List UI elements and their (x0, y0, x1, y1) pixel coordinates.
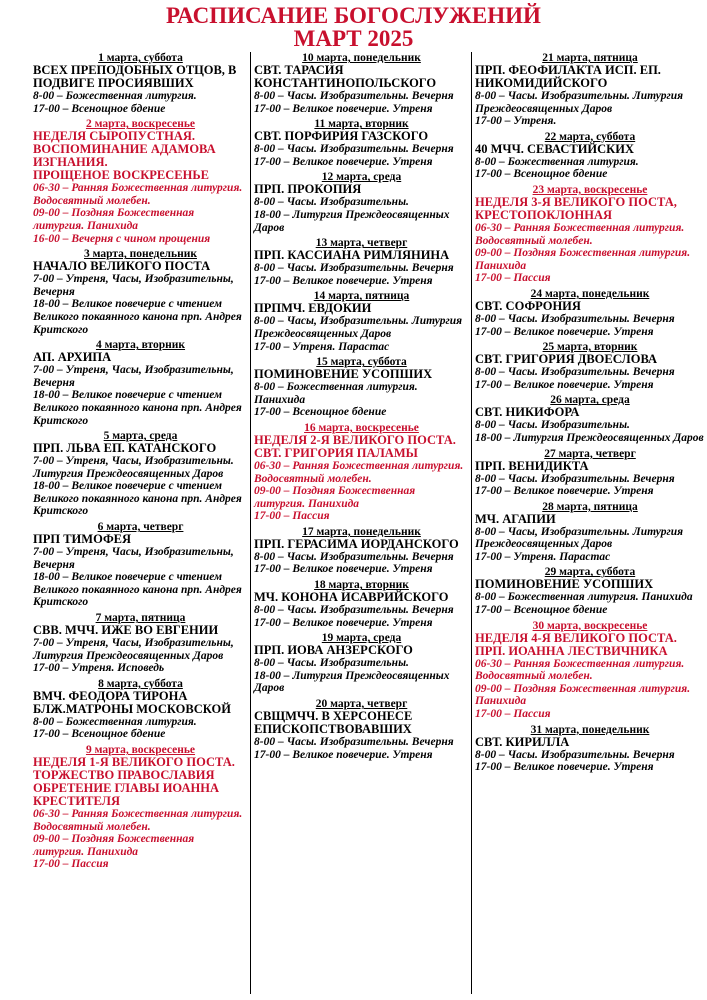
day-entry (254, 237, 469, 287)
service-time: 17-00 – Великое повечерие. Утреня (475, 485, 654, 498)
service-time: 8-00 – Часы. Изобразительны. Вечерня (254, 550, 454, 563)
day-date: 23 марта, воскресенье (532, 183, 648, 196)
day-date: 19 марта, среда (321, 632, 402, 645)
day-date: 22 марта, суббота (544, 130, 636, 143)
day-entry (475, 620, 705, 721)
feast-name: 40 МЧЧ. СЕВАСТИЙСКИХ (475, 141, 634, 156)
feast-name: ПРП. ПРОКОПИЯ (254, 182, 362, 197)
feast-name: ВМЧ. ФЕОДОРА ТИРОНА БЛЖ.МАТРОНЫ МОСКОВСКОЙ (33, 688, 231, 716)
day-date: 21 марта, пятница (542, 52, 638, 64)
day-entry (254, 356, 469, 419)
feast-name: СВТ. ГРИГОРИЯ ДВОЕСЛОВА (475, 352, 658, 367)
service-time: 8-00 – Часы. Изобразительны. Вечерня (475, 748, 675, 761)
service-time: 17-00 – Великое повечерие. Утреня (254, 274, 433, 287)
feast-name: НЕДЕЛЯ СЫРОПУСТНАЯ. ВОСПОМИНАНИЕ АДАМОВА ИЗГНАНИЯ. (33, 129, 216, 170)
service-time: 17-00 – Великое повечерие. Утреня (254, 155, 433, 168)
feast-name: ПРП. ИОАННА ЛЕСТВИЧНИКА (475, 643, 668, 658)
schedule-column-2 (250, 52, 471, 994)
day-entry (475, 341, 705, 391)
day-entry (33, 612, 248, 675)
day-date: 17 марта, понедельник (302, 525, 421, 538)
day-entry (33, 118, 248, 245)
service-time: 8-00 – Божественная литургия. Панихида (475, 591, 693, 604)
service-time: 18-00 – Великое повечерие с чтением Великого покаянного канона прп. Андрея Критского (33, 480, 242, 518)
day-date: 5 марта, среда (103, 430, 178, 443)
service-time: 06-30 – Ранняя Божественная литургия. Водосвятный молебен. (475, 657, 685, 683)
service-time: 8-00 – Божественная литургия. (33, 90, 197, 102)
service-time: 16-00 – Вечерня с чином прощения (33, 232, 211, 245)
day-entry (33, 52, 248, 115)
service-time: 09-00 – Поздняя Божественная литургия. Панихида (475, 247, 691, 272)
feast-name: СВТ. ПОРФИРИЯ ГАЗСКОГО (254, 129, 429, 144)
feast-name: ПРП. ГЕРАСИМА ИОРДАНСКОГО (254, 536, 459, 551)
service-time: 17-00 – Пассия (475, 272, 551, 285)
day-entry (475, 448, 705, 498)
day-entry (254, 52, 469, 115)
service-time: 17-00 – Великое повечерие. Утреня (475, 325, 654, 338)
day-entry (33, 248, 248, 336)
day-entry (254, 698, 469, 761)
day-date: 10 марта, понедельник (302, 52, 421, 64)
schedule-column-3 (471, 52, 707, 994)
schedule-header (0, 0, 707, 50)
feast-name: ПРП. ЛЬВА ЕП. КАТАНСКОГО (33, 441, 217, 456)
service-time: 17-00 – Великое повечерие. Утреня (254, 563, 433, 576)
service-time: 09-00 – Поздняя Божественная литургия. Панихида (254, 485, 416, 510)
day-date: 1 марта, суббота (98, 52, 183, 64)
feast-name: СВЩМЧЧ. В ХЕРСОНЕСЕ ЕПИСКОПСТВОВАВШИХ (254, 709, 413, 737)
day-date: 12 марта, среда (321, 171, 402, 184)
service-time: 17-00 – Великое повечерие. Утреня (254, 616, 433, 629)
day-date: 26 марта, среда (550, 394, 630, 407)
feast-name: ПОМИНОВЕНИЕ УСОПШИХ (475, 577, 654, 592)
feast-name: ПРОЩЕНОЕ ВОСКРЕСЕНЬЕ (33, 168, 209, 183)
service-time: 8-00 – Часы. Изобразительны. Литургия Преждеосвященных Даров (475, 90, 684, 115)
service-time: 18-00 – Литургия Преждеосвященных Даров (254, 669, 450, 695)
service-time: 18-00 – Литургия Преждеосвященных Даров (475, 431, 704, 444)
feast-name: ПРП. ВЕНИДИКТА (475, 458, 589, 473)
service-time: 8-00 – Часы. Изобразительны. Вечерня (475, 366, 675, 379)
day-date: 27 марта, четверг (544, 447, 636, 460)
feast-name: СВТ. КИРИЛЛА (475, 734, 570, 749)
feast-name: МЧ. КОНОНА ИСАВРИЙСКОГО (254, 590, 449, 605)
service-time: 17-00 – Великое повечерие. Утреня (254, 748, 433, 761)
feast-name: НЕДЕЛЯ 4-Я ВЕЛИКОГО ПОСТА. (475, 630, 677, 645)
service-time: 8-00 – Часы. Изобразительны. Вечерня (254, 262, 454, 275)
service-time: 8-00 – Часы, Изобразительны. Литургия Преждеосвященных Даров (475, 525, 684, 551)
day-entry (475, 394, 705, 444)
day-date: 6 марта, четверг (97, 521, 184, 534)
service-time: 8-00 – Часы. Изобразительны. (254, 196, 409, 209)
service-time: 7-00 – Утреня, Часы, Изобразительны. Литургия Преждеосвященных Даров (33, 455, 234, 480)
day-date: 4 марта, вторник (95, 339, 186, 352)
feast-name: МЧ. АГАПИИ (475, 511, 556, 526)
feast-name: ПРП. ФЕОФИЛАКТА ИСП. ЕП. НИКОМИДИЙСКОГО (475, 63, 661, 90)
service-time: 8-00 – Часы. Изобразительны. Вечерня (254, 90, 454, 102)
day-entry (33, 744, 248, 871)
day-date: 18 марта, вторник (314, 579, 409, 592)
day-entry (475, 184, 705, 285)
feast-name: НЕДЕЛЯ 3-Я ВЕЛИКОГО ПОСТА, КРЕСТОПОКЛОННАЯ (475, 194, 677, 222)
service-time: 8-00 – Часы. Изобразительны. Вечерня (254, 143, 454, 156)
feast-name: СВТ. ГРИГОРИЯ ПАЛАМЫ (254, 445, 418, 460)
service-time: 8-00 – Божественная литургия. Панихида (254, 381, 418, 406)
service-time: 17-00 – Всенощное бдение (475, 168, 608, 181)
day-entry (254, 632, 469, 695)
day-entry (33, 678, 248, 741)
service-time: 17-00 – Великое повечерие. Утреня (475, 378, 654, 391)
feast-name: ПРП. КАССИАНА РИМЛЯНИНА (254, 248, 450, 263)
service-time: 17-00 – Пассия (254, 510, 330, 523)
day-date: 20 марта, четверг (315, 698, 408, 711)
day-date: 14 марта, пятница (313, 290, 410, 303)
day-entry (254, 579, 469, 629)
feast-name: АП. АРХИПА (33, 350, 112, 365)
day-date: 25 марта, вторник (542, 341, 638, 354)
day-date: 2 марта, воскресенье (85, 118, 196, 131)
service-time: 8-00 – Часы. Изобразительны. (254, 657, 409, 670)
service-time: 8-00 – Часы. Изобразительны. Вечерня (254, 736, 454, 749)
day-entry (475, 288, 705, 338)
schedule-columns (0, 52, 707, 994)
service-time: 17-00 – Утреня. (475, 115, 557, 128)
feast-name: СВТ. СОФРОНИЯ (475, 298, 581, 313)
service-time: 17-00 – Пассия (33, 858, 109, 871)
service-time: 8-00 – Божественная литургия. (475, 155, 639, 168)
service-time: 17-00 – Всенощное бдение (33, 102, 166, 115)
service-time: 17-00 – Великое повечерие. Утреня (254, 102, 433, 115)
day-date: 29 марта, суббота (544, 566, 636, 579)
service-time: 8-00 – Божественная литургия. (33, 715, 197, 728)
service-time: 09-00 – Поздняя Божественная литургия. Панихида (33, 207, 195, 232)
day-date: 13 марта, четверг (315, 237, 408, 250)
day-date: 7 марта, пятница (95, 612, 186, 625)
service-time: 17-00 – Всенощное бдение (475, 604, 608, 617)
service-time: 7-00 – Утреня, Часы, Изобразительны, Литургия Преждеосвященных Даров (33, 637, 234, 662)
day-entry (254, 422, 469, 523)
day-date: 8 марта, суббота (98, 677, 183, 690)
service-time: 06-30 – Ранняя Божественная литургия. Водосвятный молебен. (475, 221, 685, 247)
feast-name: ПОМИНОВЕНИЕ УСОПШИХ (254, 367, 433, 382)
service-time: 8-00 – Часы, Изобразительны. Литургия Преждеосвященных Даров (254, 315, 463, 340)
service-time: 18-00 – Великое повечерие с чтением Великого покаянного канона прп. Андрея Критского (33, 298, 242, 336)
day-entry (254, 118, 469, 168)
service-time: 8-00 – Часы. Изобразительны. (475, 419, 630, 432)
day-entry (475, 501, 705, 564)
service-time: 17-00 – Великое повечерие. Утреня (475, 761, 654, 774)
service-time: 17-00 – Всенощное бдение (33, 728, 166, 741)
day-entry (33, 339, 248, 427)
feast-name: НАЧАЛО ВЕЛИКОГО ПОСТА (33, 259, 211, 274)
service-time: 17-00 – Пассия (475, 708, 551, 721)
service-time: 17-00 – Всенощное бдение (254, 406, 387, 419)
service-time: 09-00 – Поздняя Божественная литургия. Панихида (33, 833, 195, 858)
service-time: 06-30 – Ранняя Божественная литургия. Водосвятный молебен. (33, 808, 243, 833)
feast-name: ВСЕХ ПРЕПОДОБНЫХ ОТЦОВ, В ПОДВИГЕ ПРОСИЯВШИХ (33, 63, 237, 90)
day-entry (475, 566, 705, 616)
day-date: 15 марта, суббота (316, 356, 407, 369)
service-time: 09-00 – Поздняя Божественная литургия. Панихида (475, 682, 691, 708)
day-date: 9 марта, воскресенье (85, 744, 196, 756)
day-date: 31 марта, понедельник (530, 723, 650, 736)
feast-name: НЕДЕЛЯ 1-Я ВЕЛИКОГО ПОСТА. ТОРЖЕСТВО ПРАВОСЛАВИЯ ОБРЕТЕНИЕ ГЛАВЫ ИОАННА КРЕСТИТЕЛЯ (33, 755, 235, 808)
service-time: 18-00 – Великое повечерие с чтением Великого покаянного канона прп. Андрея Критского (33, 389, 242, 427)
feast-name: ПРП ТИМОФЕЯ (33, 532, 132, 547)
day-date: 28 марта, пятница (542, 500, 638, 513)
day-entry (254, 171, 469, 234)
day-date: 24 марта, понедельник (530, 287, 650, 300)
page-title: РАСПИСАНИЕ БОГОСЛУЖЕНИЙ (166, 3, 541, 28)
day-date: 16 марта, воскресенье (304, 421, 419, 434)
service-time: 18-00 – Великое повечерие с чтением Великого покаянного канона прп. Андрея Критского (33, 571, 242, 609)
day-date: 3 марта, понедельник (84, 248, 197, 261)
feast-name: НЕДЕЛЯ 2-Я ВЕЛИКОГО ПОСТА. (254, 432, 456, 447)
day-entry (254, 290, 469, 353)
service-time: 06-30 – Ранняя Божественная литургия. Водосвятный молебен. (254, 459, 464, 485)
service-time: 8-00 – Часы. Изобразительны. Вечерня (475, 312, 675, 325)
feast-name: СВТ. ТАРАСИЯ КОНСТАНТИНОПОЛЬСКОГО (254, 63, 437, 90)
service-time: 17-00 – Утреня. Парастас (475, 550, 611, 563)
page-subtitle: МАРТ 2025 (293, 26, 414, 51)
service-time: 18-00 – Литургия Преждеосвященных Даров (254, 208, 450, 234)
day-entry (475, 52, 705, 128)
day-entry (254, 526, 469, 576)
feast-name: ПРП. ИОВА АНЗЕРСКОГО (254, 643, 413, 658)
schedule-column-1 (0, 52, 250, 994)
feast-name: СВТ. НИКИФОРА (475, 405, 580, 420)
service-time: 17-00 – Утреня. Исповедь (33, 662, 165, 675)
service-time: 7-00 – Утреня, Часы, Изобразительны, Вечерня (33, 546, 234, 571)
service-time: 7-00 – Утреня, Часы, Изобразительны, Вечерня (33, 364, 234, 389)
service-time: 8-00 – Часы. Изобразительны. Вечерня (475, 472, 675, 485)
service-time: 17-00 – Утреня. Парастас (254, 340, 390, 353)
service-time: 8-00 – Часы. Изобразительны. Вечерня (254, 604, 454, 617)
day-entry (33, 430, 248, 518)
day-entry (475, 724, 705, 774)
day-date: 11 марта, вторник (314, 118, 409, 131)
feast-name: СВВ. МЧЧ. ИЖЕ ВО ЕВГЕНИИ (33, 623, 219, 638)
day-date: 30 марта, воскресенье (532, 619, 648, 632)
service-time: 06-30 – Ранняя Божественная литургия. Водосвятный молебен. (33, 182, 243, 207)
day-entry (33, 521, 248, 609)
feast-name: ПРПМЧ. ЕВДОКИИ (254, 301, 372, 316)
service-time: 7-00 – Утреня, Часы, Изобразительны, Вечерня (33, 273, 234, 298)
day-entry (475, 131, 705, 181)
